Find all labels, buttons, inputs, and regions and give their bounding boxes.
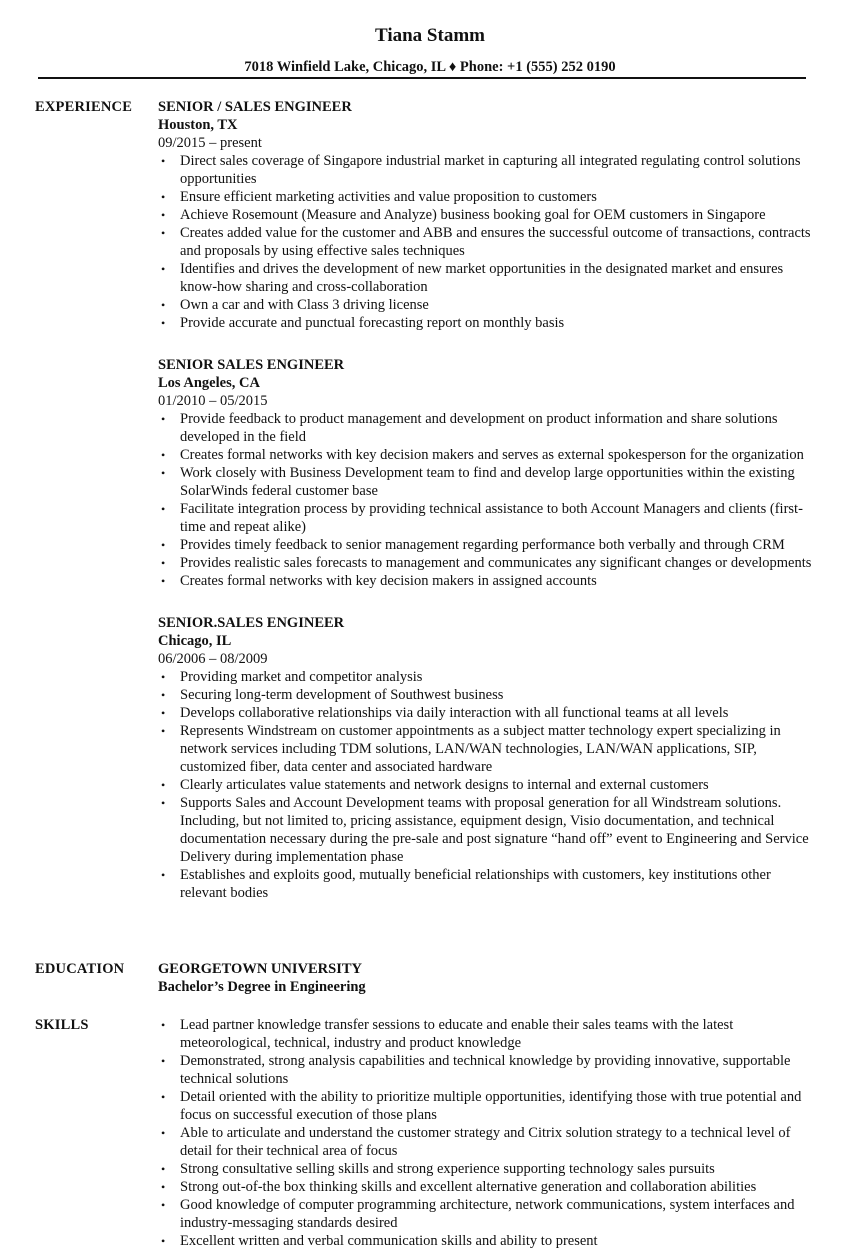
bullet-icon: • <box>161 154 166 168</box>
job-bullet <box>158 464 818 500</box>
job-title: SENIOR / SALES ENGINEER <box>158 99 352 115</box>
skill-item <box>158 1088 818 1124</box>
job-bullet-text: Creates formal networks with key decision makers in assigned accounts <box>180 573 597 589</box>
experience-body <box>158 98 818 926</box>
job-bullet <box>158 686 818 704</box>
bullet-icon: • <box>161 502 166 516</box>
skill-item <box>158 1178 818 1196</box>
job-bullet-text: Providing market and competitor analysis <box>180 669 423 685</box>
job-bullet <box>158 446 818 464</box>
job-bullet-text: Achieve Rosemount (Measure and Analyze) business booking goal for OEM customers in Singapore <box>180 207 766 223</box>
job-bullet <box>158 314 818 332</box>
job-bullet <box>158 722 818 776</box>
job-bullet-text: Direct sales coverage of Singapore industrial market in capturing all integrated regulating control solutions opportunities <box>180 153 801 187</box>
job-bullet <box>158 224 818 260</box>
skill-text: Good knowledge of computer programming architecture, network communications, system interfaces and industry-messaging standards desired <box>180 1197 795 1231</box>
bullet-icon: • <box>161 670 166 684</box>
job-dates: 01/2010 – 05/2015 <box>158 393 268 409</box>
job-location: Los Angeles, CA <box>158 375 260 391</box>
bullet-icon: • <box>161 574 166 588</box>
job-bullet-text: Creates formal networks with key decision makers and serves as external spokesperson for the organization <box>180 447 804 463</box>
job-dates: 06/2006 – 08/2009 <box>158 651 268 667</box>
skills-label: SKILLS <box>35 1017 89 1033</box>
job-entry <box>158 98 818 332</box>
job-bullet <box>158 206 818 224</box>
skill-text: Demonstrated, strong analysis capabilities and technical knowledge by providing innovative, supportable technical solutions <box>180 1053 791 1087</box>
skill-item <box>158 1124 818 1160</box>
bullet-icon: • <box>161 1054 166 1068</box>
job-bullet <box>158 260 818 296</box>
job-bullet-list <box>158 410 818 590</box>
bullet-icon: • <box>161 448 166 462</box>
bullet-icon: • <box>161 556 166 570</box>
header-divider <box>38 77 806 79</box>
bullet-icon: • <box>161 796 166 810</box>
education-school: GEORGETOWN UNIVERSITY <box>158 961 362 977</box>
bullet-icon: • <box>161 1090 166 1104</box>
skill-item <box>158 1232 818 1250</box>
job-bullet <box>158 188 818 206</box>
job-bullet-text: Securing long-term development of Southwest business <box>180 687 504 703</box>
job-bullet-text: Ensure efficient marketing activities and value proposition to customers <box>180 189 597 205</box>
bullet-icon: • <box>161 226 166 240</box>
job-bullet <box>158 668 818 686</box>
job-bullet-text: Own a car and with Class 3 driving license <box>180 297 429 313</box>
job-bullet <box>158 554 818 572</box>
job-bullet-text: Supports Sales and Account Development teams with proposal generation for all Windstream solutions. Including, but not limited to, pricing assistance, equipment design, Visio documentation, and technical documentation necessary during the pre-sale and post signature “hand off” event to Engineering and Service Delivery during implementation phase <box>180 795 809 865</box>
education-degree: Bachelor’s Degree in Engineering <box>158 979 366 995</box>
bullet-icon: • <box>161 688 166 702</box>
skills-body <box>158 1016 818 1250</box>
bullet-icon: • <box>161 868 166 882</box>
job-dates: 09/2015 – present <box>158 135 262 151</box>
skill-text: Strong out-of-the box thinking skills and excellent alternative generation and collaboration abilities <box>180 1179 757 1195</box>
job-bullet-text: Clearly articulates value statements and network designs to internal and external customers <box>180 777 709 793</box>
skill-item <box>158 1052 818 1088</box>
job-bullet <box>158 704 818 722</box>
bullet-icon: • <box>161 1018 166 1032</box>
job-bullet-text: Creates added value for the customer and ABB and ensures the successful outcome of transactions, contracts and proposals by using effective sales techniques <box>180 225 811 259</box>
job-bullet-text: Establishes and exploits good, mutually beneficial relationships with customers, key institutions other relevant bodies <box>180 867 771 901</box>
bullet-icon: • <box>161 706 166 720</box>
job-bullet-text: Develops collaborative relationships via daily interaction with all functional teams at all levels <box>180 705 729 721</box>
bullet-icon: • <box>161 316 166 330</box>
job-title: SENIOR SALES ENGINEER <box>158 357 345 373</box>
job-bullet <box>158 500 818 536</box>
job-bullet-text: Provides realistic sales forecasts to management and communicates any significant changes or developments <box>180 555 812 571</box>
job-bullet-text: Provides timely feedback to senior management regarding performance both verbally and through CRM <box>180 537 785 553</box>
skill-item <box>158 1196 818 1232</box>
job-bullet-text: Work closely with Business Development team to find and develop large opportunities within the existing SolarWinds federal customer base <box>180 465 795 499</box>
bullet-icon: • <box>161 412 166 426</box>
contact-line: 7018 Winfield Lake, Chicago, IL ♦ Phone: +1 (555) 252 0190 <box>244 59 616 75</box>
job-bullet-text: Facilitate integration process by providing technical assistance to both Account Managers and clients (first-time and repeat alike) <box>180 501 803 535</box>
job-entry <box>158 614 818 902</box>
bullet-icon: • <box>161 724 166 738</box>
job-entry <box>158 356 818 590</box>
job-bullet <box>158 866 818 902</box>
skill-text: Able to articulate and understand the customer strategy and Citrix solution strategy to a technical level of detail for their technical area of focus <box>180 1125 791 1159</box>
bullet-icon: • <box>161 262 166 276</box>
bullet-icon: • <box>161 1126 166 1140</box>
job-bullet <box>158 296 818 314</box>
job-bullet-list <box>158 152 818 332</box>
job-bullet <box>158 794 818 866</box>
job-bullet-text: Represents Windstream on customer appointments as a subject matter technology expert specializing in network services including TDM solutions, LAN/WAN technologies, LAN/WAN applications, SIP, customized fiber, data center and associated hardware <box>180 723 781 775</box>
job-bullet-text: Identifies and drives the development of new market opportunities in the designated market and ensures know-how sharing and cross-collaboration <box>180 261 784 295</box>
job-location: Houston, TX <box>158 117 238 133</box>
experience-label: EXPERIENCE <box>35 99 133 115</box>
skill-text: Strong consultative selling skills and strong experience supporting technology sales pursuits <box>180 1161 715 1177</box>
skill-item <box>158 1016 818 1052</box>
bullet-icon: • <box>161 538 166 552</box>
bullet-icon: • <box>161 1198 166 1212</box>
bullet-icon: • <box>161 1234 166 1248</box>
bullet-icon: • <box>161 778 166 792</box>
bullet-icon: • <box>161 298 166 312</box>
bullet-icon: • <box>161 1180 166 1194</box>
job-bullet <box>158 536 818 554</box>
bullet-icon: • <box>161 208 166 222</box>
bullet-icon: • <box>161 1162 166 1176</box>
education-body <box>158 960 818 996</box>
skill-text: Detail oriented with the ability to prioritize multiple opportunities, identifying those with true potential and focus on successful execution of those plans <box>180 1089 802 1123</box>
skill-text: Lead partner knowledge transfer sessions to educate and enable their sales teams with the latest meteorological, technical, industry and product knowledge <box>180 1017 734 1051</box>
job-bullet-text: Provide accurate and punctual forecasting report on monthly basis <box>180 315 565 331</box>
job-bullet-list <box>158 668 818 902</box>
skills-list <box>158 1016 818 1250</box>
job-bullet <box>158 572 818 590</box>
job-bullet <box>158 410 818 446</box>
candidate-name: Tiana Stamm <box>375 25 485 46</box>
job-location: Chicago, IL <box>158 633 232 649</box>
job-bullet <box>158 776 818 794</box>
education-label: EDUCATION <box>35 961 125 977</box>
skill-item <box>158 1160 818 1178</box>
job-bullet-text: Provide feedback to product management and development on product information and share solutions developed in the field <box>180 411 778 445</box>
skill-text: Excellent written and verbal communication skills and ability to present <box>180 1233 598 1249</box>
bullet-icon: • <box>161 190 166 204</box>
job-title: SENIOR.SALES ENGINEER <box>158 615 345 631</box>
job-bullet <box>158 152 818 188</box>
bullet-icon: • <box>161 466 166 480</box>
